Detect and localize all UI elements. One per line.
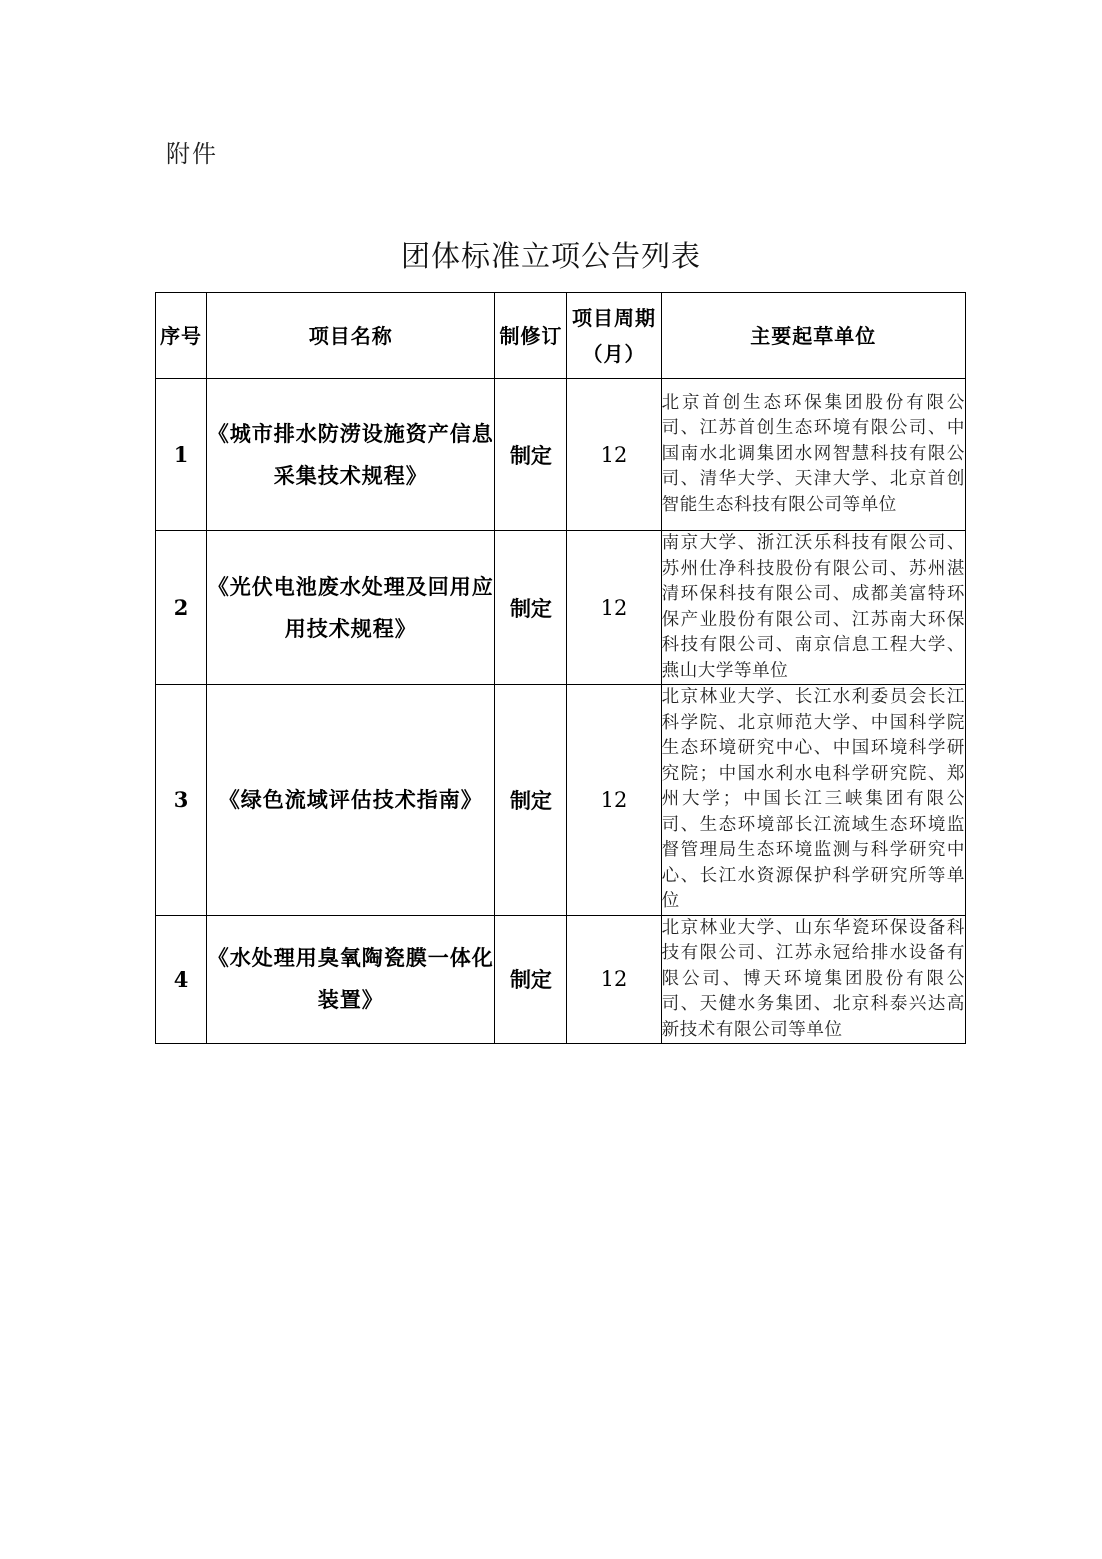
cell-unit: 北京林业大学、山东华瓷环保设备科技有限公司、江苏永冠给排水设备有限公司、博天环境集团股份有限公司、天健水务集团、北京科泰兴达高新技术有限公司等单位 [661,915,965,1044]
cell-no: 3 [156,685,207,916]
cell-name: 《绿色流域评估技术指南》 [207,685,495,916]
cell-type: 制定 [495,531,567,685]
cell-type: 制定 [495,379,567,531]
page-title: 团体标准立项公告列表 [400,239,701,273]
header-no: 序号 [156,293,207,379]
cell-name: 《光伏电池废水处理及回用应用技术规程》 [207,531,495,685]
attachment-label: 附件 [166,140,218,168]
cell-no: 1 [156,379,207,531]
cell-type: 制定 [495,915,567,1044]
table-row [156,915,966,1044]
cell-name: 《城市排水防涝设施资产信息采集技术规程》 [207,379,495,531]
standards-table [155,292,966,1044]
cell-unit: 北京首创生态环保集团股份有限公司、江苏首创生态环境有限公司、中国南水北调集团水网智慧科技有限公司、清华大学、天津大学、北京首创智能生态科技有限公司等单位 [661,379,965,531]
cell-name: 《水处理用臭氧陶瓷膜一体化装置》 [207,915,495,1044]
header-unit: 主要起草单位 [661,293,965,379]
cell-unit: 南京大学、浙江沃乐科技有限公司、苏州仕净科技股份有限公司、苏州湛清环保科技有限公司、成都美富特环保产业股份有限公司、江苏南大环保科技有限公司、南京信息工程大学、燕山大学等单位 [661,531,965,685]
cell-period: 12 [567,915,661,1044]
cell-period: 12 [567,379,661,531]
header-type: 制修订 [495,293,567,379]
cell-period: 12 [567,685,661,916]
cell-unit: 北京林业大学、长江水利委员会长江科学院、北京师范大学、中国科学院生态环境研究中心、中国环境科学研究院；中国水利水电科学研究院、郑州大学；中国长江三峡集团有限公司、生态环境部长江流域生态环境监督管理局生态环境监测与科学研究中心、长江水资源保护科学研究所等单位 [661,685,965,916]
cell-period: 12 [567,531,661,685]
table-row [156,685,966,916]
cell-no: 4 [156,915,207,1044]
cell-no: 2 [156,531,207,685]
cell-type: 制定 [495,685,567,916]
header-period: 项目周期（月） [567,293,661,379]
table-header-row [156,293,966,379]
header-name: 项目名称 [207,293,495,379]
table-row [156,531,966,685]
table-row [156,379,966,531]
